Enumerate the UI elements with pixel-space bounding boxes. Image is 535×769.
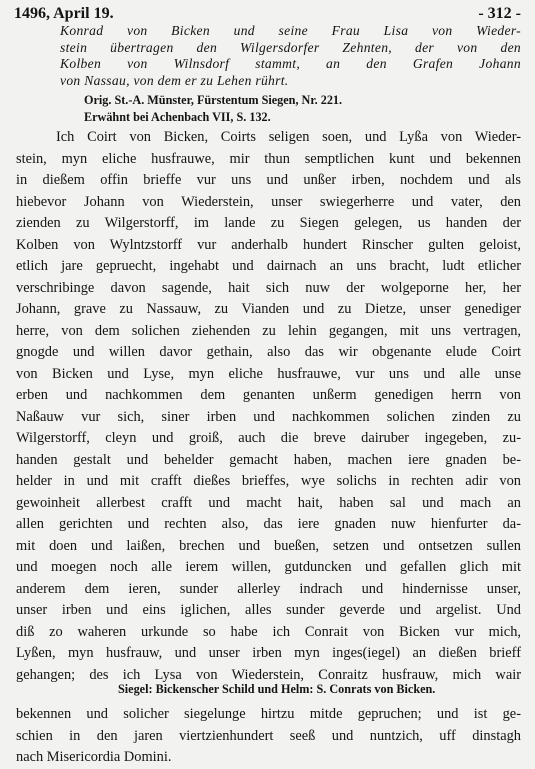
body-line: mit doen und laißen, brechen und bueßen, setzen und ontsetzen sullen — [16, 537, 521, 554]
body-line: Kolben von Wylntzstorff vur anderhalb hundert Rinscher gulten geloist, — [16, 236, 521, 253]
body-line: nach Misericordia Domini. — [16, 749, 172, 765]
body-line: von Bicken und Lyse, myn eliche husfrauwe, vur uns und alle unse — [16, 365, 521, 382]
body-line: gehangen; des ich Lysa von Wiederstein, Conraitz husfrauw, mich wair — [16, 666, 521, 683]
body-line: zienden zu Wilgerstorff, im lande zu Siegen gelegen, us handen der — [16, 215, 521, 231]
regest-line: von Nassau, von dem er zu Lehen rührt. — [60, 72, 289, 88]
seal-note: Siegel: Bickenscher Schild und Helm: S. Conrats von Bicken. — [118, 682, 436, 696]
body-line: handen gestalt und behelder gemacht haben, machen iere gnaden be- — [16, 451, 521, 468]
body-line: Wilgerstorff, cleyn und groiß, auch die breve dairuber ingegeben, zu- — [16, 430, 521, 446]
regest-line: Konrad von Bicken und seine Frau Lisa von Wieder- — [60, 23, 521, 38]
page-header — [14, 5, 521, 25]
body-line: Naßauw vur sich, siner irben und nachkommen solichen zinden zu — [16, 408, 521, 425]
document-date: 1496, April 19. — [14, 5, 114, 22]
body-line: allen gerichten und rechten also, das iere gnaden nuw hienfurter da- — [16, 516, 521, 532]
document-body — [16, 127, 521, 769]
regest-summary — [60, 23, 521, 89]
body-line: bekennen und solicher siegelunge hirtzu mitde gepruchen; und ist ge- — [16, 706, 521, 722]
source-note-reference: Erwähnt bei Achenbach VII, S. 132. — [84, 110, 271, 124]
body-line: hiebevor Johann von Wiederstein, unser swiegerherre und vater, den — [16, 193, 521, 210]
body-line: Lyßen, myn husfrauw, und unser irben myn inges(iegel) an dießen brieff — [16, 645, 521, 661]
body-line: erben und nachkommen dem genanten unßerm genedigen herrn von — [16, 387, 521, 403]
body-line: schien in den jaren viertzienhundert seeß und nuntzich, uff dinstagh — [16, 727, 521, 744]
body-line: Johann, grave zu Nassauw, zu Vianden und zu Dietze, unser genediger — [16, 301, 521, 317]
body-line: gnogde und willen davor gethain, also das wir obgenante elude Coirt — [16, 344, 521, 360]
body-line: in dießem offin brieffe vur uns und unßer irben, nochdem und als — [16, 172, 521, 188]
body-line: stein, myn eliche husfrauwe, mir thun semptlichen kunt und bekennen — [16, 150, 521, 167]
body-line: unser irben und eins iglichen, alles sunder geverde und argelist. Und — [16, 602, 521, 618]
body-line: diß zo waheren urkunde so habe ich Conrait von Bicken vur mich, — [16, 623, 521, 640]
page-number: - 312 - — [478, 5, 521, 22]
body-line: etlich jare gepruecht, ingehabt und dairnach an uns bracht, ludt etlicher — [16, 258, 521, 274]
regest-line: stein übertragen den Wilgersdorfer Zehnten, der von den — [60, 39, 521, 55]
body-line: verschribinge davon sagende, hait sich nuw der wolgeporne her, her — [16, 279, 521, 296]
source-notes — [84, 92, 342, 126]
body-line: Ich Coirt von Bicken, Coirts seligen soen, und Lyßa von Wieder- — [56, 129, 521, 145]
body-line: und moegen noch alle ierem willen, gutduncken und gefallen glich mit — [16, 559, 521, 575]
regest-line: Kolben von Wilnsdorf stammt, an den Grafen Johann — [60, 56, 521, 72]
body-line: anderem dem ieren, sunder allerley indrach und hindernisse unser, — [16, 580, 521, 597]
body-line: helder in und mit crafft dießes brieffes, wye solichs in rechten adir von — [16, 473, 521, 489]
body-line: herre, von dem solichen ziehenden zu lehin gegangen, mit uns vertragen, — [16, 322, 521, 339]
body-line: gewoinheit allerbest crafft und macht hait, haben sal und mach an — [16, 494, 521, 511]
source-note-original: Orig. St.-A. Münster, Fürstentum Siegen, Nr. 221. — [84, 93, 343, 107]
